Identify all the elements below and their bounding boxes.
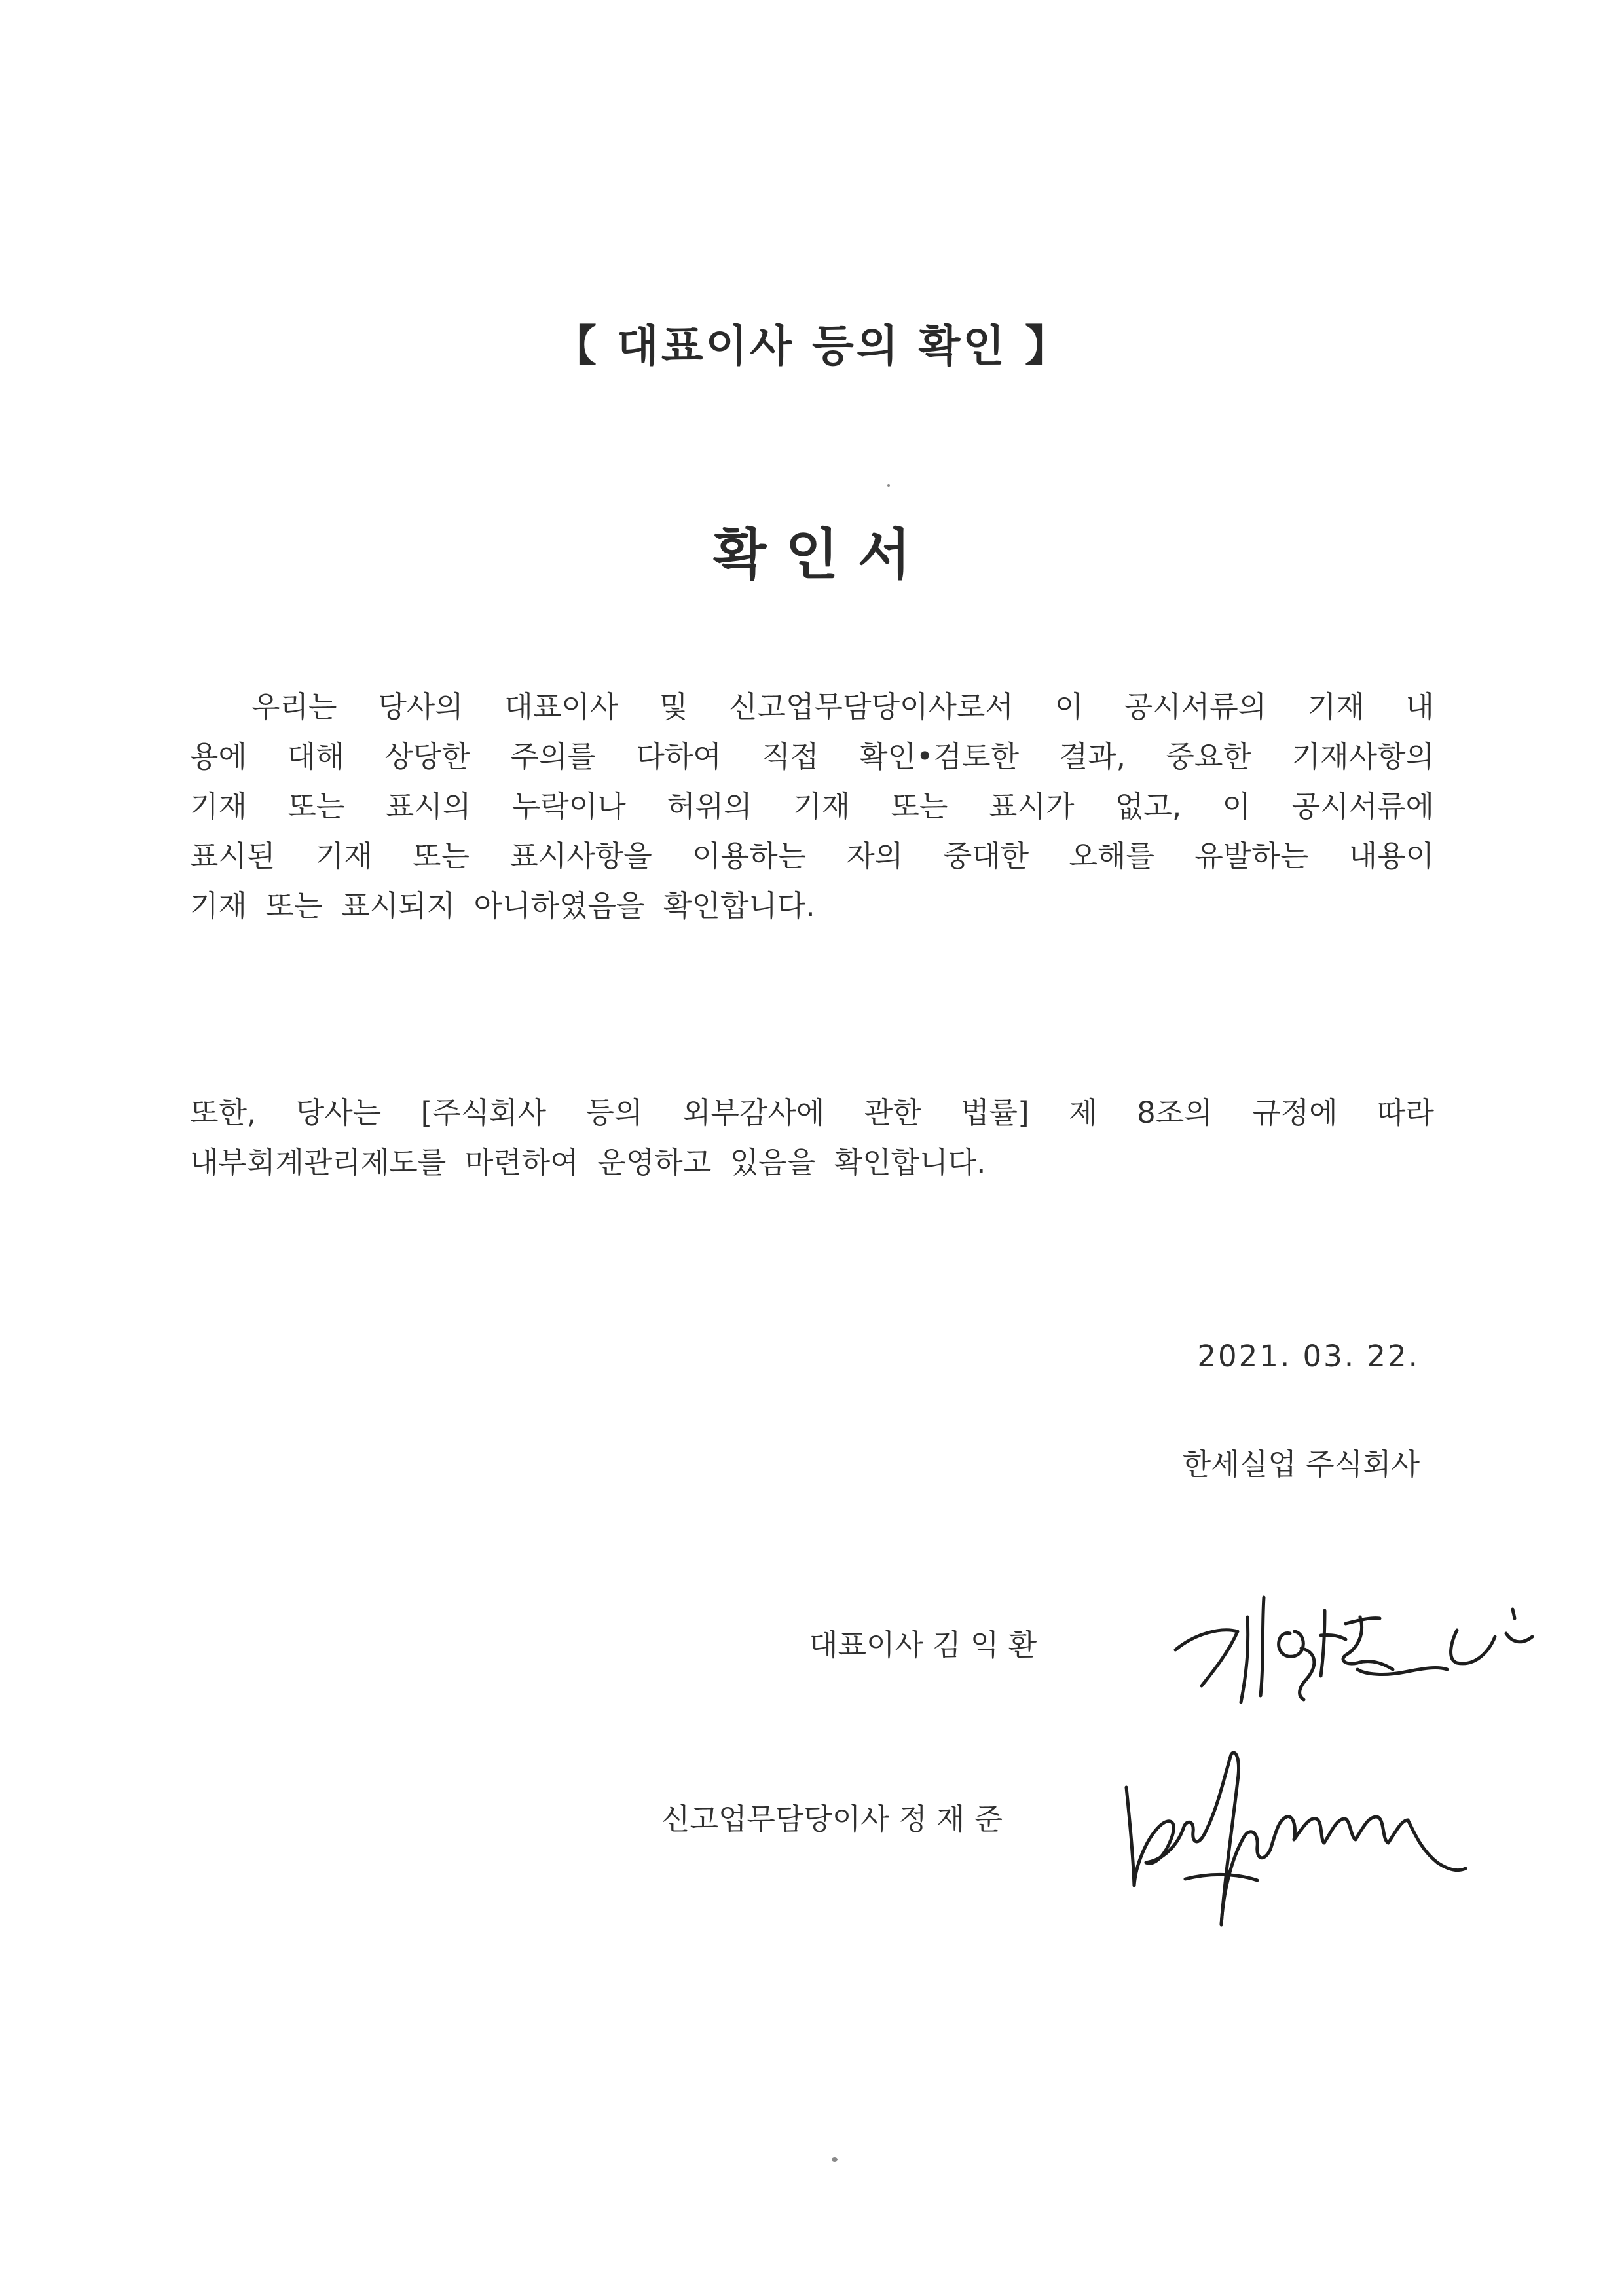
cfo-signer-name: 신고업무담당이사 정 재 준 [661, 1802, 1003, 1836]
scan-speck [832, 2157, 838, 2162]
paragraph-line: 우리는 당사의 대표이사 및 신고업무담당이사로서 이 공시서류의 기재 내 [190, 689, 1434, 724]
document-heading: 【 대표이사 등의 확인 】 [553, 321, 1071, 371]
paragraph-line: 기재 또는 표시의 누락이나 허위의 기재 또는 표시가 없고, 이 공시서류에 [190, 789, 1434, 824]
cfo-signature [1107, 1728, 1473, 1944]
paragraph-line: 또한, 당사는 [주식회사 등의 외부감사에 관한 법률] 제 8조의 규정에 따라 [190, 1095, 1434, 1130]
paragraph-line: 내부회계관리제도를 마련하여 운영하고 있음을 확인합니다. [190, 1145, 986, 1180]
paragraph-line: 용에 대해 상당한 주의를 다하여 직접 확인•검토한 결과, 중요한 기재사항의 [190, 739, 1434, 774]
ceo-signature [1149, 1571, 1542, 1722]
internal-control-paragraph [190, 1090, 1434, 1190]
company-name: 한세실업 주식회사 [1182, 1447, 1420, 1482]
paragraph-line: 기재 또는 표시되지 아니하였음을 확인합니다. [190, 888, 815, 923]
scan-speck [887, 484, 890, 487]
ceo-signer-name: 대표이사 김 익 환 [809, 1628, 1037, 1662]
document-date: 2021. 03. 22. [1197, 1339, 1420, 1374]
confirmation-paragraph [190, 684, 1434, 933]
paragraph-line: 표시된 기재 또는 표시사항을 이용하는 자의 중대한 오해를 유발하는 내용이 [190, 839, 1434, 873]
document-title: 확 인 서 [713, 522, 911, 587]
